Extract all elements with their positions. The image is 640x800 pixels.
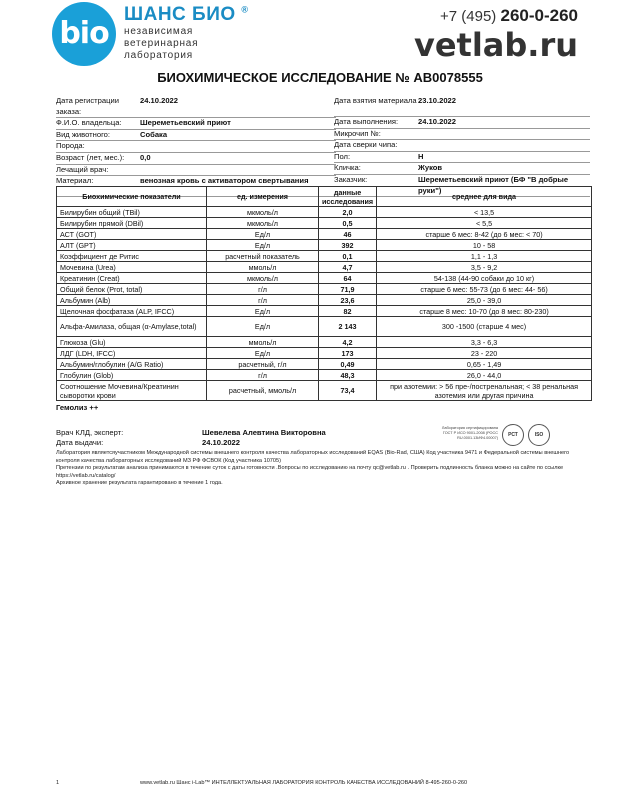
info-left-value: 24.10.2022 <box>140 96 179 105</box>
param-value: 48,3 <box>319 370 377 381</box>
param-name: Общий белок (Prot, total) <box>57 284 207 295</box>
info-left-row <box>56 141 336 153</box>
param-value: 46 <box>319 229 377 240</box>
table-row <box>57 317 592 337</box>
param-value: 23,6 <box>319 295 377 306</box>
table-row <box>57 348 592 359</box>
tagline-line-3: лаборатория <box>124 50 193 61</box>
param-name: ЛДГ (LDH, IFCC) <box>57 348 207 359</box>
param-reference: 54-138 (44-90 собаки до 10 кг) <box>377 273 592 284</box>
param-name: Коэффициент де Ритис <box>57 251 207 262</box>
info-right-row <box>334 140 590 152</box>
param-reference: 300 -1500 (старше 4 мес) <box>377 317 592 337</box>
document-title: БИОХИМИЧЕСКОЕ ИССЛЕДОВАНИЕ № АВ0078555 <box>157 70 483 85</box>
table-row <box>57 229 592 240</box>
info-right-label: Дата сверки чипа: <box>334 140 398 150</box>
info-right-label: Дата выполнения: <box>334 117 399 126</box>
info-right-row <box>334 163 590 175</box>
signature-block <box>56 428 356 449</box>
param-unit: ммоль/л <box>207 337 319 348</box>
param-name: Щелочная фосфатаза (ALP, IFCC) <box>57 306 207 317</box>
logo-text: bio <box>59 16 109 51</box>
table-row <box>57 359 592 370</box>
param-reference: при азотемии: > 56 пре-/постренальная; < 38 ренальная азотемия или другая причина <box>377 381 592 401</box>
header <box>0 0 640 68</box>
param-value: 173 <box>319 348 377 359</box>
param-reference: < 5,5 <box>377 218 592 229</box>
info-right <box>334 96 590 197</box>
param-value: 64 <box>319 273 377 284</box>
param-unit: расчетный показатель <box>207 251 319 262</box>
table-row <box>57 218 592 229</box>
param-value: 4,7 <box>319 262 377 273</box>
doctor-value: Шевелева Алевтина Викторовна <box>202 428 326 437</box>
param-name: АЛТ (GPT) <box>57 240 207 251</box>
header-unit: ед. измерения <box>207 187 319 207</box>
param-value: 4,2 <box>319 337 377 348</box>
param-unit: Ед/л <box>207 240 319 251</box>
param-name: АСТ (GOT) <box>57 229 207 240</box>
table-row <box>57 240 592 251</box>
info-right-label: Микрочип №: <box>334 128 381 138</box>
info-left-value: 0,0 <box>140 152 151 162</box>
param-unit: мкмоль/л <box>207 218 319 229</box>
info-right-label: Дата взятия материала <box>334 96 417 105</box>
info-left-value: венозная кровь с активатором свертывания <box>140 176 309 186</box>
param-reference: старше 6 мес: 55-73 (до 6 мес: 44- 56) <box>377 284 592 295</box>
note-claims: Претензии по результатам анализа принимаются в течение суток с даты готовности .Вопросы по исследованию на почту qc@vetlab.ru . Проверить подлинность бланка можно на сайте по ссылке https://vetlab.ru/catalog/ <box>56 465 564 479</box>
info-left-label: Возраст (лет, мес.): <box>56 152 125 162</box>
param-unit: расчетный, г/л <box>207 359 319 370</box>
table-row <box>57 284 592 295</box>
param-value: 0,1 <box>319 251 377 262</box>
param-unit: ммоль/л <box>207 262 319 273</box>
info-left-label: Ф.И.О. владельца: <box>56 118 122 128</box>
info-right-label: Заказчик: <box>334 174 368 184</box>
info-right-row <box>334 129 590 141</box>
param-unit: мкмоль/л <box>207 273 319 284</box>
param-reference: 10 - 58 <box>377 240 592 251</box>
param-value: 73,4 <box>319 381 377 401</box>
table-row <box>57 370 592 381</box>
hemolysis-note: Гемолиз ++ <box>56 403 99 412</box>
footer-text: www.vetlab.ru Шанс i-Lab™ ИНТЕЛЛЕКТУАЛЬНАЯ ЛАБОРАТОРИЯ КОНТРОЛЬ КАЧЕСТВА ИССЛЕДОВАНИЙ 8-495-260-0-260 <box>140 780 468 786</box>
param-unit: г/л <box>207 370 319 381</box>
param-value: 82 <box>319 306 377 317</box>
table-row <box>57 295 592 306</box>
table-row <box>57 207 592 218</box>
results-table <box>56 186 592 401</box>
info-left-label: Материал: <box>56 176 94 186</box>
header-reference: среднее для вида <box>377 187 592 207</box>
param-name: Билирубин прямой (DBil) <box>57 218 207 229</box>
table-row <box>57 306 592 317</box>
param-value: 71,9 <box>319 284 377 295</box>
site-name: vetlab.ru <box>413 26 578 64</box>
tagline-line-1: независимая <box>124 26 194 37</box>
param-name: Альбумин (Alb) <box>57 295 207 306</box>
param-reference: старше 8 мес: 10-70 (до 8 мес: 80-230) <box>377 306 592 317</box>
info-left-label: Вид животного: <box>56 129 111 139</box>
note-archive: Архивное хранение результата гарантировано в течение 1 года. <box>56 480 223 487</box>
tagline-line-2: ветеринарная <box>124 38 199 49</box>
phone-number: 260-0-260 <box>500 6 578 25</box>
info-right-row <box>334 96 590 117</box>
param-reference: 3,3 - 6,3 <box>377 337 592 348</box>
param-name: Мочевина (Urea) <box>57 262 207 273</box>
param-value: 2 143 <box>319 317 377 337</box>
param-reference: < 13,5 <box>377 207 592 218</box>
info-left-row <box>56 96 336 118</box>
info-right-label: Кличка: <box>334 163 361 173</box>
header-value: данные исследования <box>319 187 377 207</box>
info-right-row <box>334 152 590 164</box>
param-name: Глобулин (Glob) <box>57 370 207 381</box>
table-row <box>57 273 592 284</box>
param-unit: Ед/л <box>207 306 319 317</box>
param-unit: Ед/л <box>207 317 319 337</box>
info-left-label: Лечащий врач: <box>56 164 109 174</box>
param-reference: 25,0 - 39,0 <box>377 295 592 306</box>
param-name: Альфа-Амилаза, общая (α-Amylase,total) <box>57 317 207 337</box>
param-unit: мкмоль/л <box>207 207 319 218</box>
param-reference: старше 6 мес: 8-42 (до 6 мес: < 70) <box>377 229 592 240</box>
table-row <box>57 251 592 262</box>
param-reference: 26,0 - 44,0 <box>377 370 592 381</box>
param-reference: 1,1 - 1,3 <box>377 251 592 262</box>
certification <box>432 424 552 450</box>
notes <box>56 450 592 488</box>
param-reference: 0,65 - 1,49 <box>377 359 592 370</box>
param-reference: 23 - 220 <box>377 348 592 359</box>
info-right-value: Жуков <box>418 163 443 173</box>
registered-mark: ® <box>241 4 249 15</box>
info-right-label: Пол: <box>334 151 351 161</box>
phone: +7 (495) 260-0-260 <box>440 6 578 25</box>
param-unit: Ед/л <box>207 348 319 359</box>
param-name: Креатинин (Creat) <box>57 273 207 284</box>
param-unit: Ед/л <box>207 229 319 240</box>
bio-logo <box>52 2 116 66</box>
note-eqas: Лаборатория являетсяучастником Международной системы внешнего контроля качества лабораторных исследований EQAS (Bio-Rad, США) Код участника 9471 и Федеральной системы внешнего контроля качества лабораторных исследований МЗ РФ ФСВОК (Код участника 10705) <box>56 450 570 464</box>
param-name: Альбумин/глобулин (A/G Ratio) <box>57 359 207 370</box>
page-number: 1 <box>56 780 60 786</box>
iso-seal-icon: ISO <box>528 424 550 446</box>
info-right-value: 23.10.2022 <box>418 96 457 105</box>
table-row <box>57 262 592 273</box>
info-left-value: Собака <box>140 129 168 139</box>
info-left-value: Шереметьевский приют <box>140 118 231 128</box>
info-left <box>56 96 336 197</box>
param-value: 392 <box>319 240 377 251</box>
certification-text: Лаборатория сертифицирована ГОСТ Р ИСО 9001-2008 (РОСС RU.0001.13ИФ4.00007) <box>441 426 498 440</box>
param-name: Билирубин общий (TBil) <box>57 207 207 218</box>
info-left-label: Порода: <box>56 141 85 151</box>
info-left-row <box>56 130 336 142</box>
param-value: 0,49 <box>319 359 377 370</box>
info-left-row <box>56 153 336 165</box>
issue-date-value: 24.10.2022 <box>202 438 241 448</box>
info-right-row <box>334 117 590 129</box>
param-unit: расчетный, ммоль/л <box>207 381 319 401</box>
param-reference: 3,5 - 9,2 <box>377 262 592 273</box>
param-unit: г/л <box>207 284 319 295</box>
info-right-value: Шереметьевский приют (БФ "В добрые руки") <box>418 174 569 195</box>
param-value: 0,5 <box>319 218 377 229</box>
info-right-value: Н <box>418 151 424 161</box>
param-name: Соотношение Мочевина/Креатинин сыворотки крови <box>57 381 207 401</box>
table-row <box>57 381 592 401</box>
param-name: Глюкоза (Glu) <box>57 337 207 348</box>
doctor-label: Врач КЛД, эксперт: <box>56 428 124 437</box>
table-row <box>57 337 592 348</box>
info-left-row <box>56 118 336 130</box>
brand-name: ШАНС БИО ® <box>124 4 249 25</box>
header-parameter: Биохимические показатели <box>57 187 207 207</box>
table-header-row <box>57 187 592 207</box>
param-value: 2,0 <box>319 207 377 218</box>
param-unit: г/л <box>207 295 319 306</box>
info-left-row <box>56 165 336 177</box>
issue-date-label: Дата выдачи: <box>56 438 104 448</box>
info-left-label: Дата регистрации заказа: <box>56 96 119 116</box>
info-right-value: 24.10.2022 <box>418 117 457 126</box>
rst-seal-icon: РСТ <box>502 424 524 446</box>
